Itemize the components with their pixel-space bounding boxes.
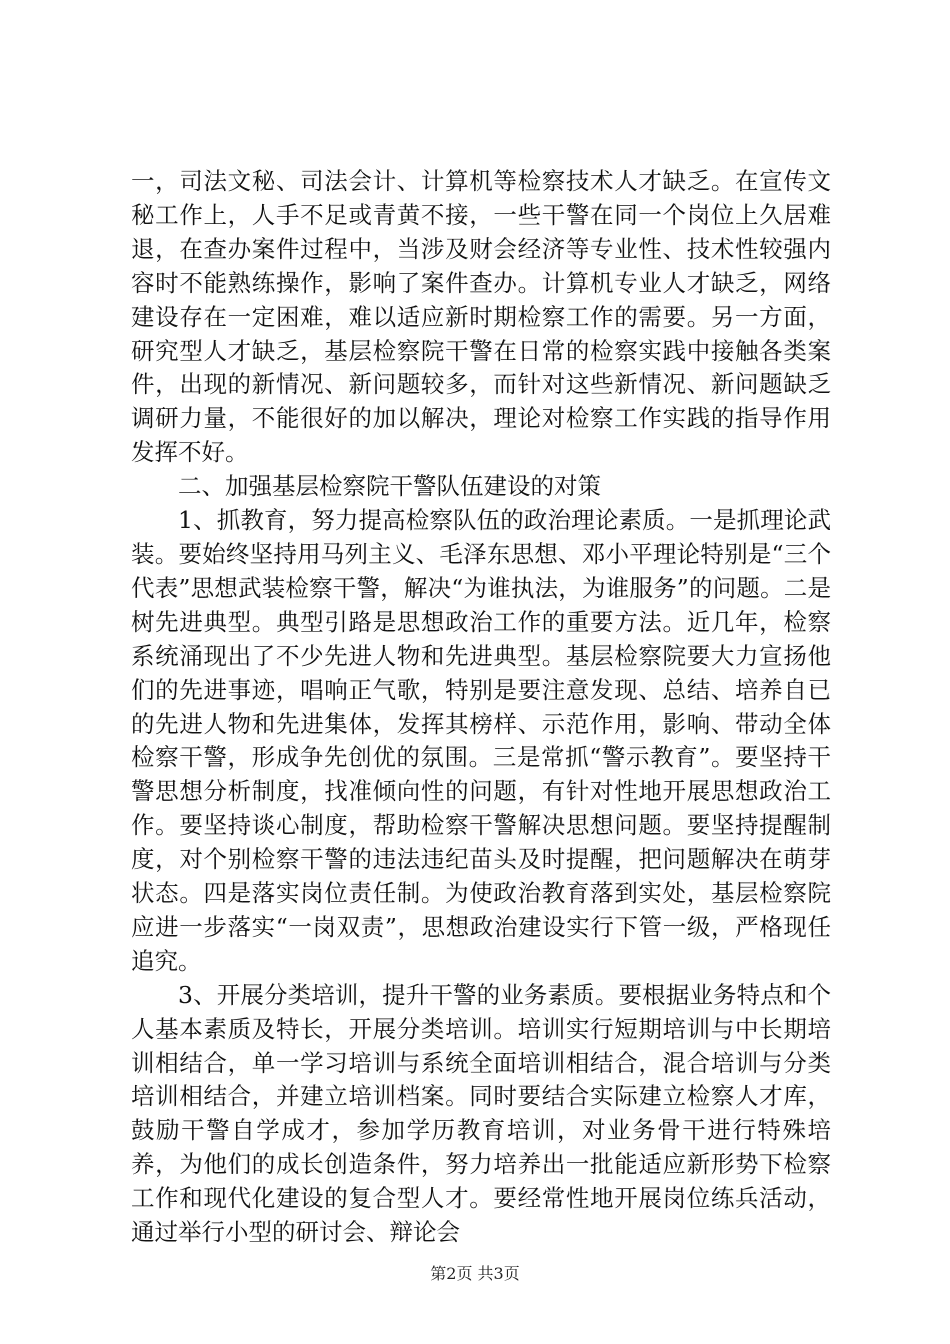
page-number: 第2页 共3页 bbox=[430, 1264, 520, 1283]
document-body bbox=[131, 165, 831, 1250]
paragraph-education: 1、抓教育，努力提高检察队伍的政治理论素质。一是抓理论武装。要始终坚持用马列主义、毛泽东思想、邓小平理论特别是“三个代表”思想武装检察干警，解决“为谁执法，为谁服务”的问题。二是树先进典型。典型引路是思想政治工作的重要方法。近几年，检察系统涌现出了不少先进人物和先进典型。基层检察院要大力宣扬他们的先进事迹，唱响正气歌，特别是要注意发现、总结、培养自已的先进人物和先进集体，发挥其榜样、示范作用，影响、带动全体检察干警，形成争先创优的氛围。三是常抓“警示教育”。要坚持干警思想分析制度，找准倾向性的问题，有针对性地开展思想政治工作。要坚持谈心制度，帮助检察干警解决思想问题。要坚持提醒制度，对个别检察干警的违法违纪苗头及时提醒，把问题解决在萌芽状态。四是落实岗位责任制。为使政治教育落到实处，基层检察院应进一步落实“一岗双责”，思想政治建设实行下管一级，严格现任追究。 bbox=[131, 506, 831, 975]
paragraph-training: 3、开展分类培训，提升干警的业务素质。要根据业务特点和个人基本素质及特长，开展分类培训。培训实行短期培训与中长期培训相结合，单一学习培训与系统全面培训相结合，混合培训与分类培训相结合，并建立培训档案。同时要结合实际建立检察人才库，鼓励干警自学成才，参加学历教育培训，对业务骨干进行特殊培养，为他们的成长创造条件，努力培养出一批能适应新形势下检察工作和现代化建设的复合型人才。要经常性地开展岗位练兵活动，通过举行小型的研讨会、辩论会 bbox=[131, 980, 831, 1247]
paragraph-talent-shortage: 一，司法文秘、司法会计、计算机等检察技术人才缺乏。在宣传文秘工作上，人手不足或青黄不接，一些干警在同一个岗位上久居难退，在查办案件过程中，当涉及财会经济等专业性、技术性较强内容时不能熟练操作，影响了案件查办。计算机专业人才缺乏，网络建设存在一定困难，难以适应新时期检察工作的需要。另一方面，研究型人才缺乏，基层检察院干警在日常的检察实践中接触各类案件，出现的新情况、新问题较多，而针对这些新情况、新问题缺乏调研力量，不能很好的加以解决，理论对检察工作实践的指导作用发挥不好。 bbox=[131, 167, 831, 467]
section-heading-countermeasures: 二、加强基层检察院干警队伍建设的对策 bbox=[178, 472, 601, 501]
page-footer bbox=[0, 1264, 950, 1284]
